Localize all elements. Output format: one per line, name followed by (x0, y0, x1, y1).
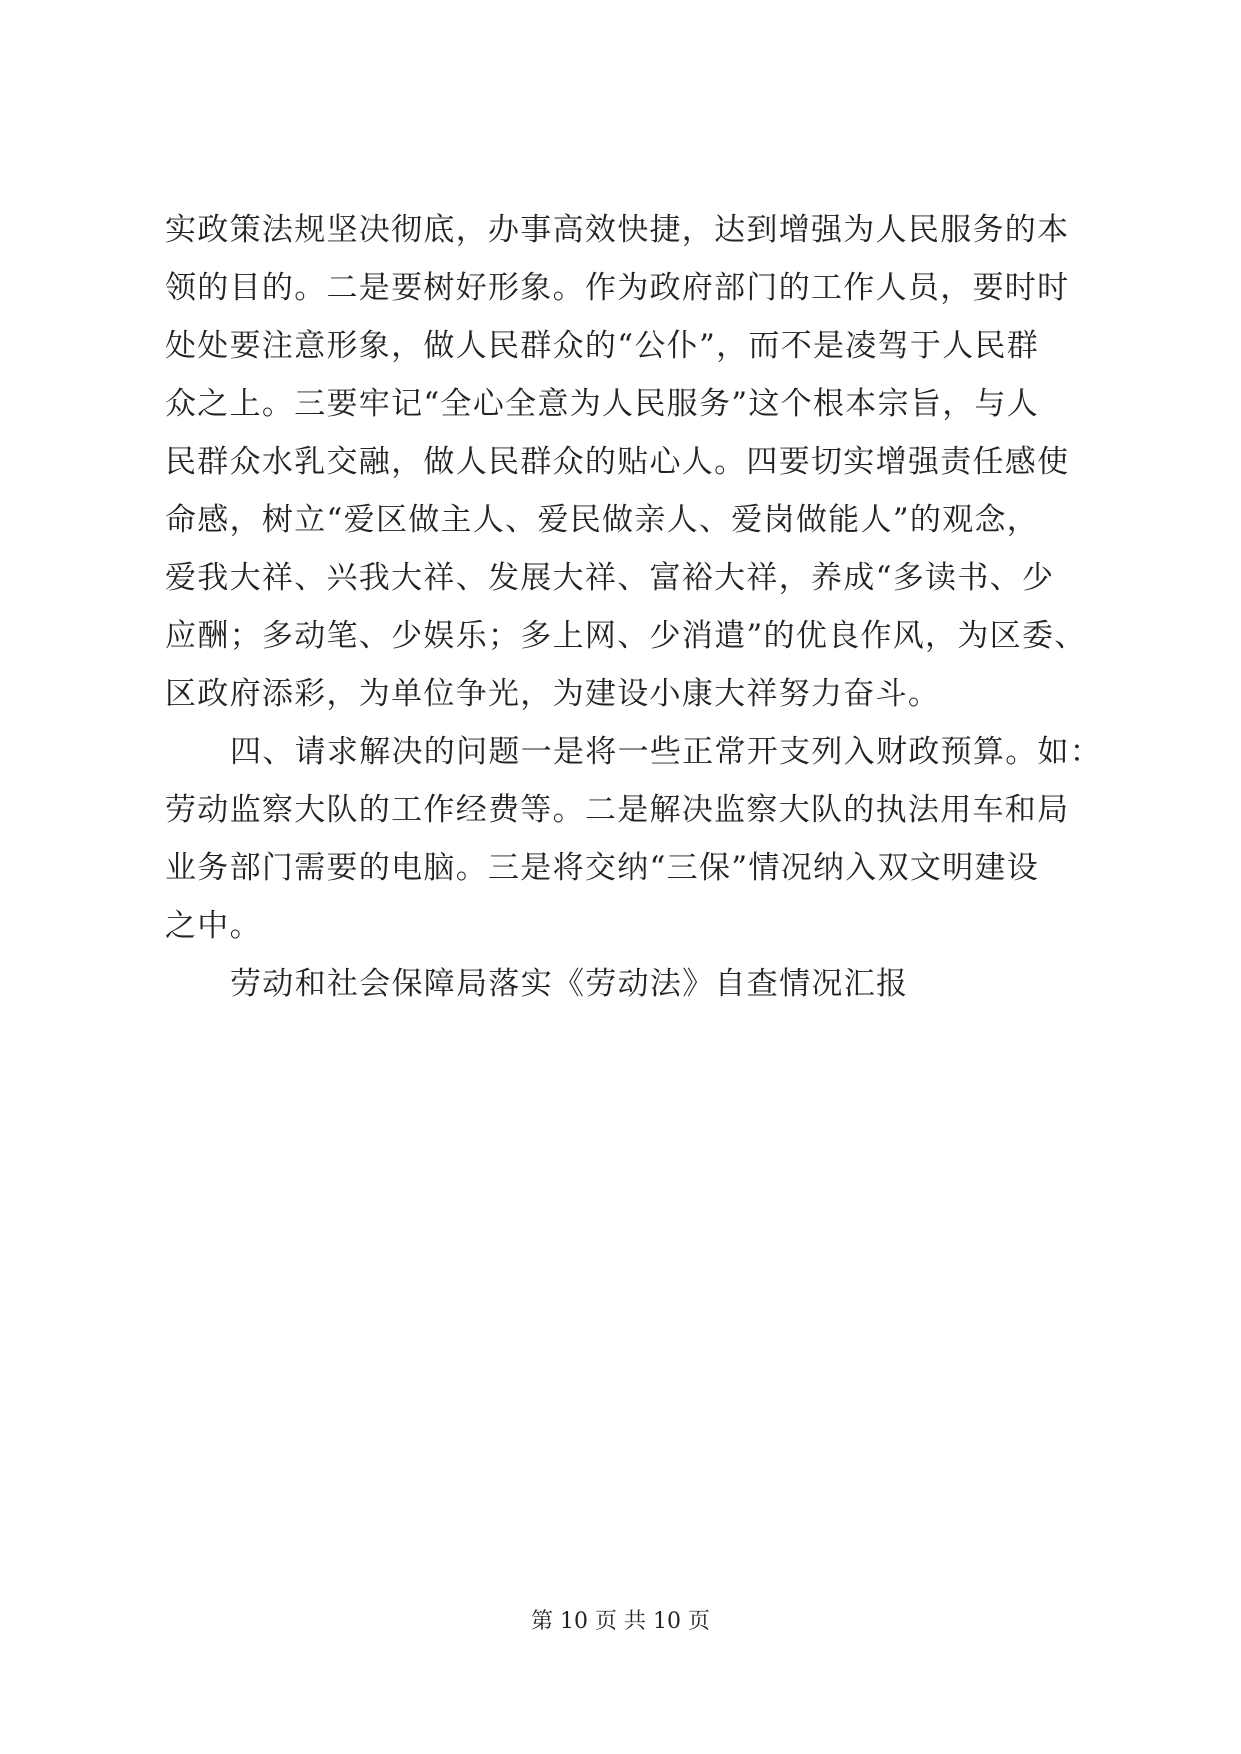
body-text-line: 众之上。三要牢记“全心全意为人民服务”这个根本宗旨，与人 (165, 386, 1040, 422)
body-text-line: 之中。 (165, 908, 262, 944)
body-text-line: 业务部门需要的电脑。三是将交纳“三保”情况纳入双文明建设 (165, 850, 1040, 886)
page-number-footer: 第 10 页 共 10 页 (531, 1609, 710, 1634)
document-title-line: 劳动和社会保障局落实《劳动法》自查情况汇报 (230, 966, 909, 1002)
body-text-line: 应酬；多动笔、少娱乐；多上网、少消遣”的优良作风，为区委、 (165, 618, 1087, 654)
body-text-line: 爱我大祥、兴我大祥、发展大祥、富裕大祥，养成“多读书、少 (165, 560, 1055, 596)
body-text-line: 处处要注意形象，做人民群众的“公仆”，而不是凌驾于人民群 (165, 328, 1040, 364)
body-text-line: 劳动监察大队的工作经费等。二是解决监察大队的执法用车和局 (165, 792, 1070, 828)
body-text-line: 领的目的。二是要树好形象。作为政府部门的工作人员，要时时 (165, 270, 1070, 306)
body-text-line: 民群众水乳交融，做人民群众的贴心人。四要切实增强责任感使 (165, 444, 1070, 480)
body-text-line: 区政府添彩，为单位争光，为建设小康大祥努力奋斗。 (165, 676, 941, 712)
section-heading-line: 四、请求解决的问题一是将一些正常开支列入财政预算。如： (230, 734, 1103, 770)
body-text-line: 命感，树立“爱区做主人、爱民做亲人、爱岗做能人”的观念， (165, 502, 1040, 538)
body-text-line: 实政策法规坚决彻底，办事高效快捷，达到增强为人民服务的本 (165, 212, 1070, 248)
